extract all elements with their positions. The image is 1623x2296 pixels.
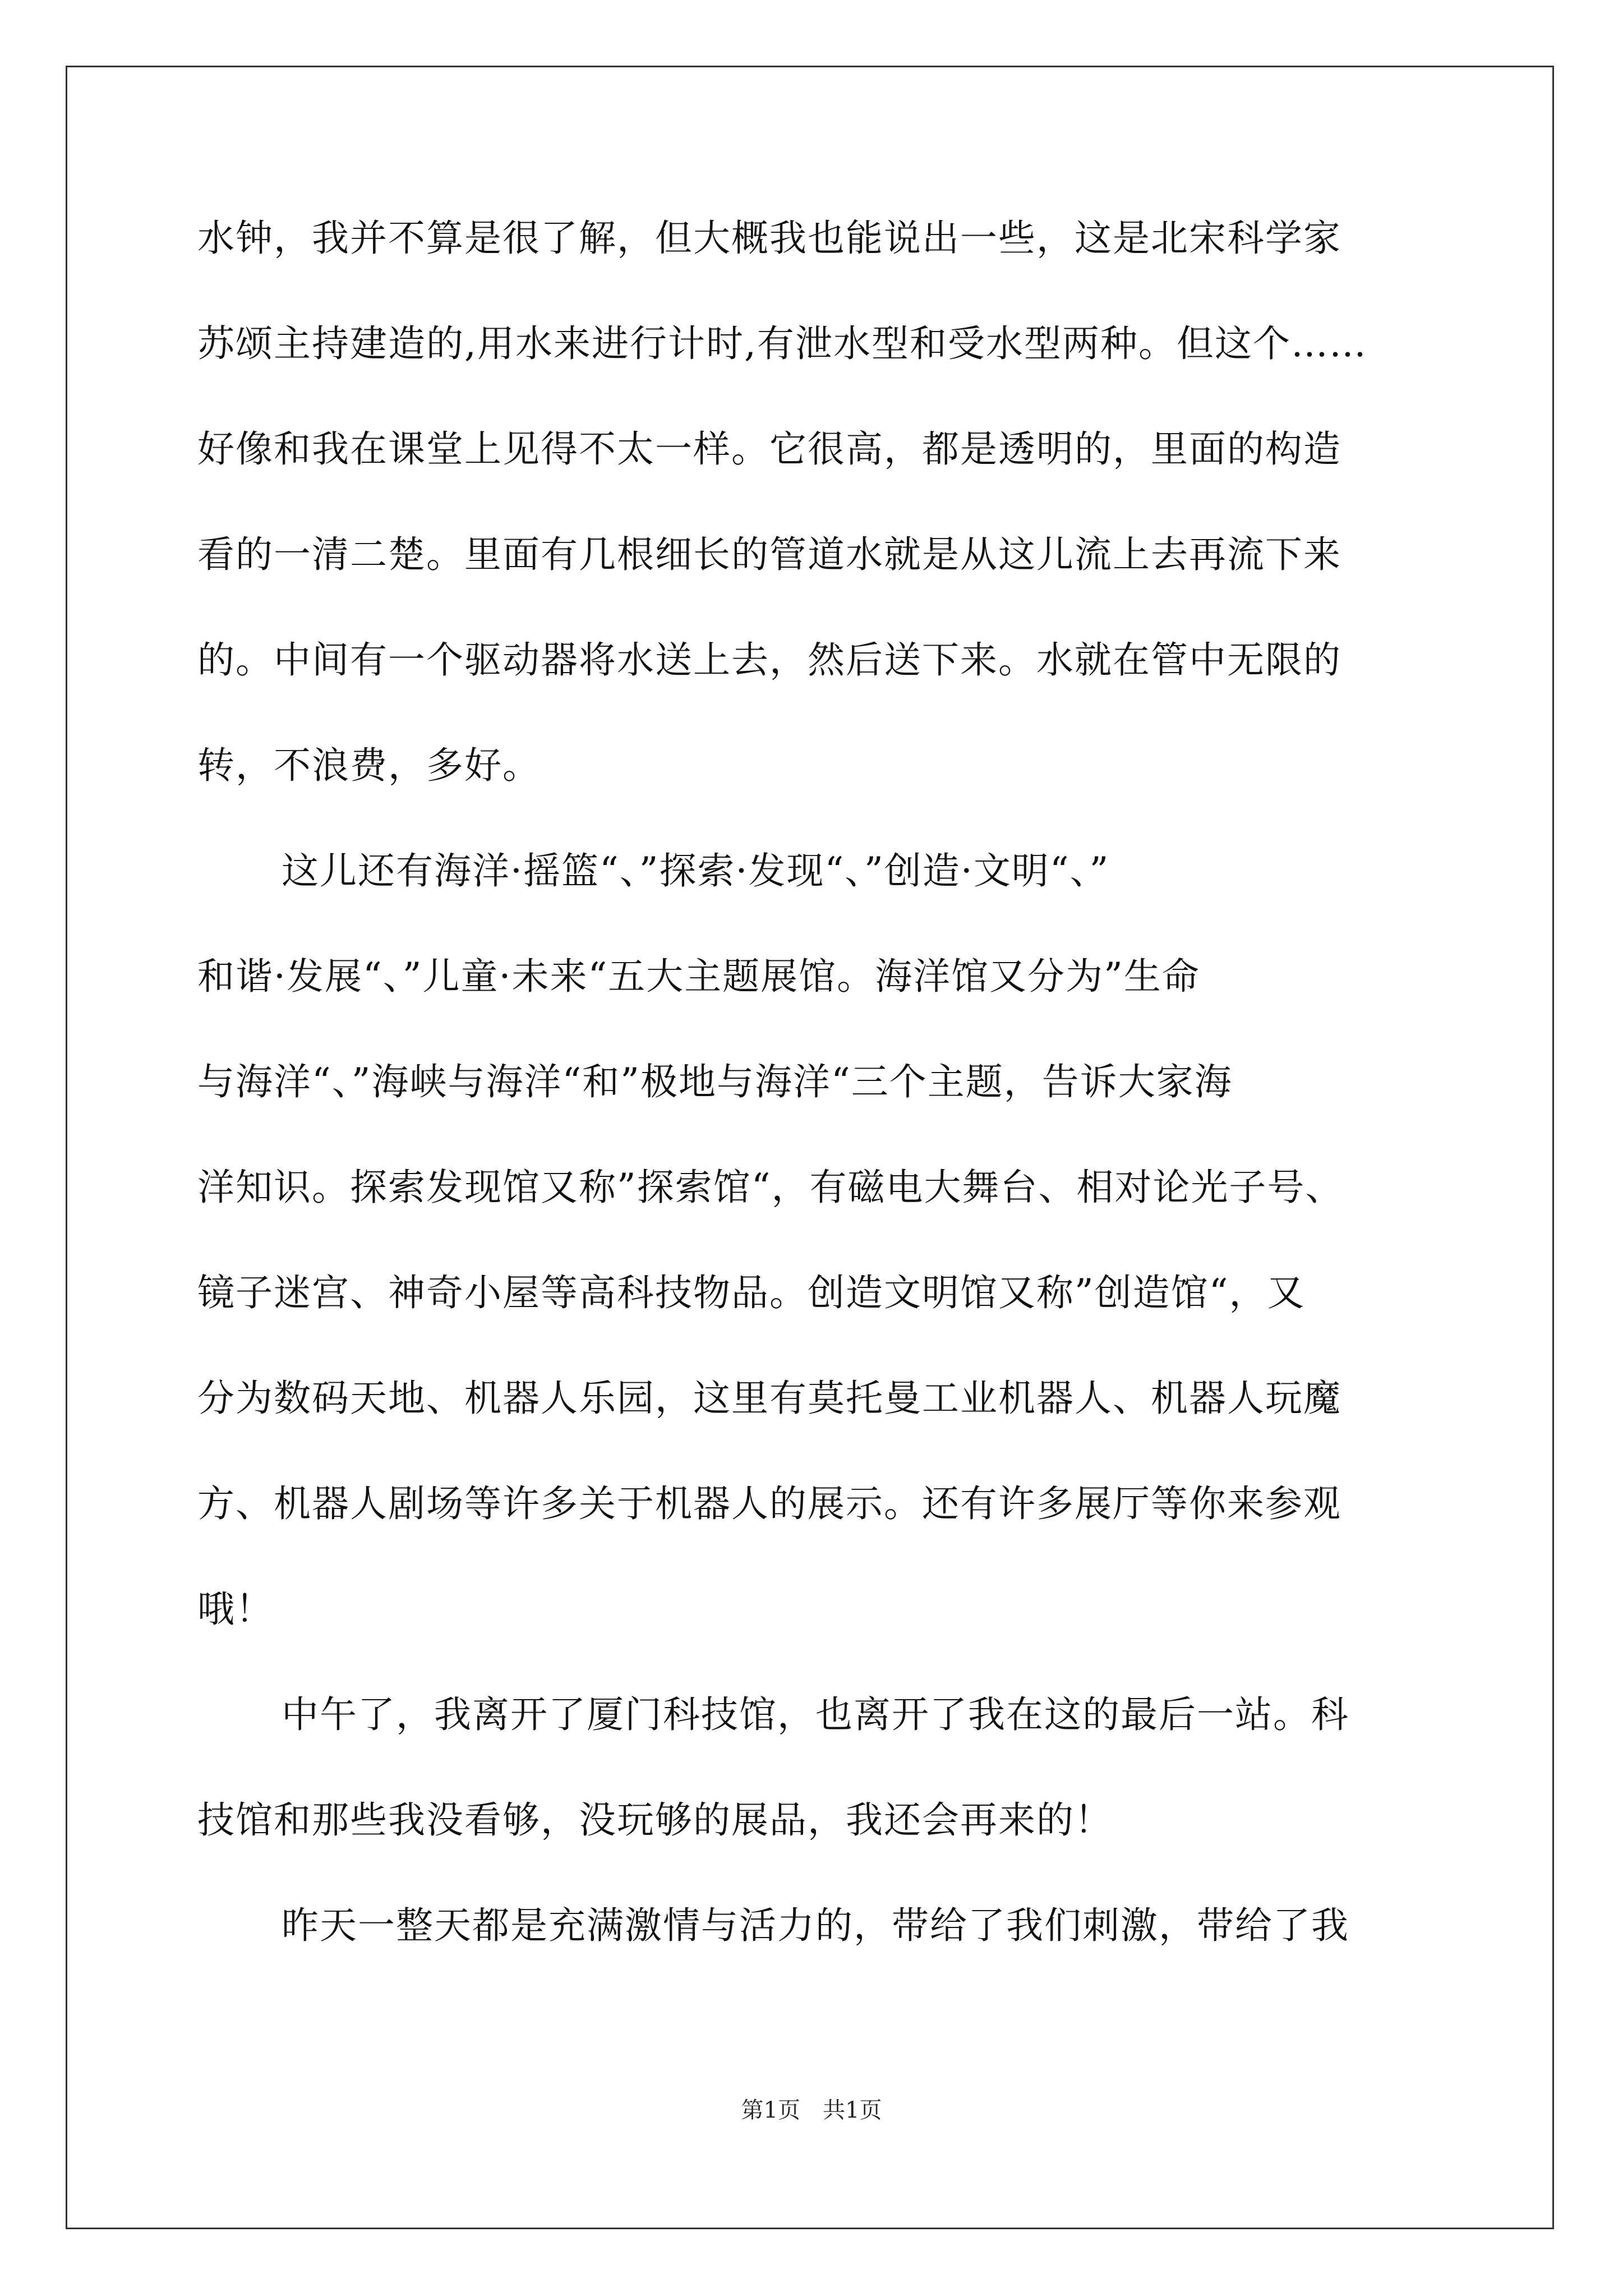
- text-line: 哦！: [197, 1588, 274, 1631]
- text-line: 分为数码天地、机器人乐园，这里有莫托曼工业机器人、机器人玩魔: [197, 1377, 1341, 1420]
- text-line: 这儿还有海洋·摇篮“、”探索·发现“、”创造·文明“、”: [282, 849, 1110, 892]
- text-line: 镜子迷宫、神奇小屋等高科技物品。创造文明馆又称”创造馆“，又: [197, 1271, 1306, 1314]
- text-line: 的。中间有一个驱动器将水送上去，然后送下来。水就在管中无限的: [197, 638, 1341, 682]
- text-line: 洋知识。探索发现馆又称”探索馆“，有磁电大舞台、相对论光子号、: [197, 1166, 1344, 1209]
- text-line: 水钟，我并不算是很了解，但大概我也能说出一些，这是北宋科学家: [197, 217, 1341, 260]
- text-line: 好像和我在课堂上见得不太一样。它很高，都是透明的，里面的构造: [197, 427, 1341, 471]
- text-line: 苏颂主持建造的,用水来进行计时,有泄水型和受水型两种。但这个……: [197, 322, 1367, 365]
- text-line: 与海洋“、”海峡与海洋“和”极地与海洋“三个主题，告诉大家海: [197, 1060, 1233, 1103]
- page-footer: [0, 2092, 1623, 2124]
- page-total: 共1页: [823, 2097, 882, 2123]
- text-line: 昨天一整天都是充满激情与活力的，带给了我们刺激，带给了我: [282, 1904, 1349, 1947]
- text-line: 中午了，我离开了厦门科技馆，也离开了我在这的最后一站。科: [282, 1693, 1349, 1736]
- text-line: 和谐·发展“、”儿童·未来“五大主题展馆。海洋馆又分为”生命: [197, 955, 1200, 998]
- text-line: 看的一清二楚。里面有几根细长的管道水就是从这儿流上去再流下来: [197, 533, 1341, 576]
- page-number: 第1页: [741, 2097, 800, 2123]
- document-body: [197, 219, 1476, 2012]
- text-line: 转，不浪费，多好。: [197, 744, 541, 787]
- text-line: 方、机器人剧场等许多关于机器人的展示。还有许多展厅等你来参观: [197, 1482, 1341, 1525]
- text-line: 技馆和那些我没看够，没玩够的展品，我还会再来的！: [197, 1798, 1113, 1842]
